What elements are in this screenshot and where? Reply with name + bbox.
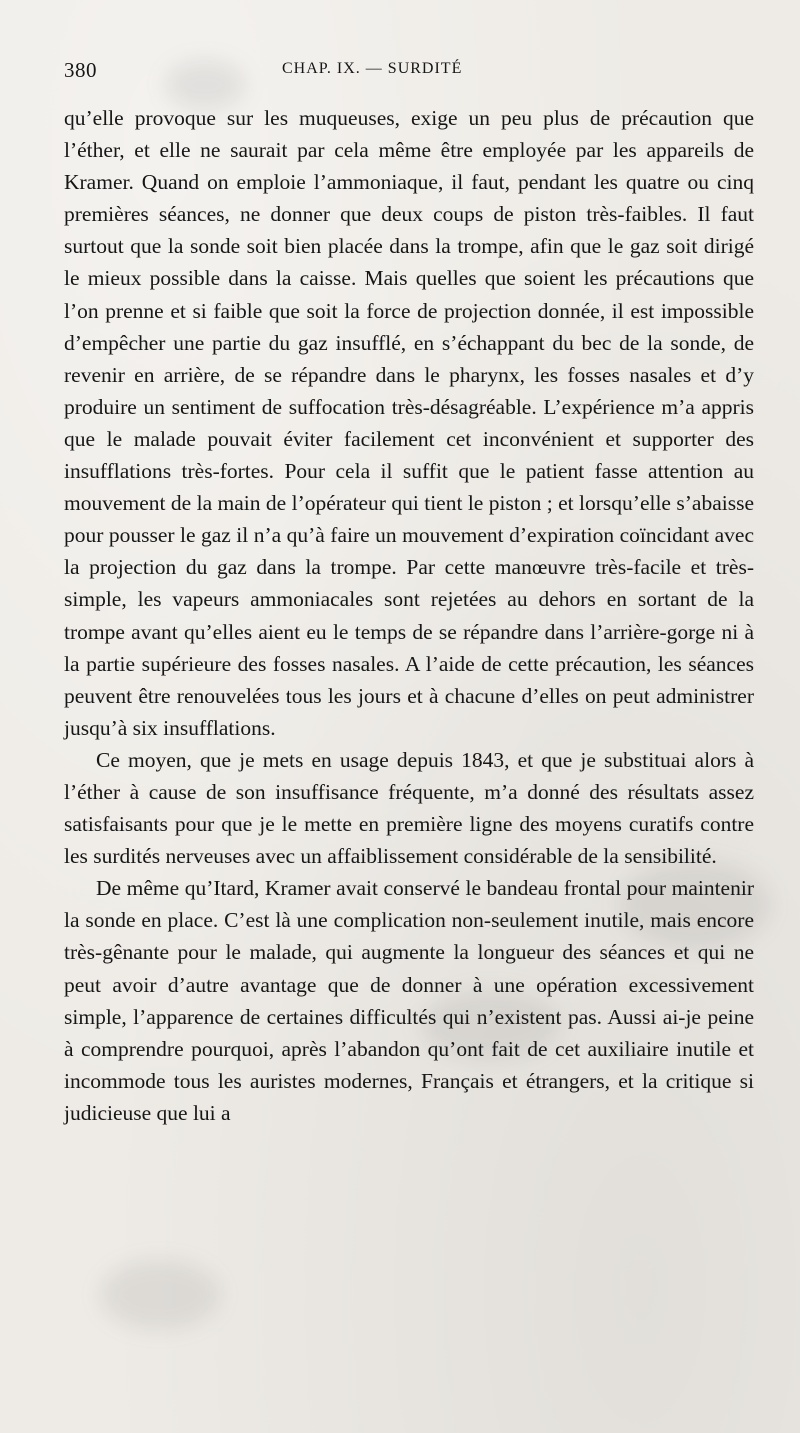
paragraph-3: De même qu’Itard, Kramer avait conservé le bandeau frontal pour maintenir la sonde en place. C’est là une complication non-seulement inutile, mais encore très-gênante pour le malade, qui augmente la longueur des séances et qui ne peut avoir d’autre avantage que de donner à une opération excessivement simple, l’apparence de certaines difficultés qui n’existent pas. Aussi ai-je peine à comprendre pourquoi, après l’abandon qu’ont fait de cet auxiliaire inutile et incommode tous les auristes modernes, Français et étrangers, et la critique si judicieuse que lui a [64, 876, 754, 1125]
running-head: CHAP. IX. — SURDITÉ [282, 60, 463, 77]
body-text [64, 102, 754, 1129]
page-number: 380 [64, 58, 97, 82]
paper-stain [100, 1260, 220, 1330]
paragraph-1: qu’elle provoque sur les muqueuses, exige un peu plus de précaution que l’éther, et elle ne saurait par cela même être employée par les appareils de Kramer. Quand on emploie l’ammoniaque, il faut, pendant les quatre ou cinq premières séances, ne donner que deux coups de piston très-faibles. Il faut surtout que la sonde soit bien placée dans la trompe, afin que le gaz soit dirigé le mieux possible dans la caisse. Mais quelles que soient les précautions que l’on prenne et si faible que soit la force de projection donnée, il est impossible d’empêcher une partie du gaz insufflé, en s’échappant du bec de la sonde, de revenir en arrière, de se répandre dans le pharynx, les fosses nasales et d’y produire un sentiment de suffocation très-désagréable. L’expérience m’a appris que le malade pouvait éviter facilement cet inconvénient et supporter des insufflations très-fortes. Pour cela il suffit que le patient fasse attention au mouvement de la main de l’opérateur qui tient le piston ; et lorsqu’elle s’abaisse pour pousser le gaz il n’a qu’à faire un mouvement d’expiration coïncidant avec la projection du gaz dans la trompe. Par cette manœuvre très-facile et très-simple, les vapeurs ammoniacales sont rejetées au dehors en sortant de la trompe avant qu’elles aient eu le temps de se répandre dans l’arrière-gorge ni à la partie supérieure des fosses nasales. A l’aide de cette précaution, les séances peuvent être renouvelées tous les jours et à chacune d’elles on peut administrer jusqu’à six insufflations. [64, 106, 754, 740]
page-header [64, 58, 754, 88]
paragraph-2: Ce moyen, que je mets en usage depuis 1843, et que je substituai alors à l’éther à cause de son insuffisance fréquente, m’a donné des résultats assez satisfaisants pour que je le mette en première ligne des moyens curatifs contre les surdités nerveuses avec un affaiblissement considérable de la sensibilité. [64, 747, 754, 869]
